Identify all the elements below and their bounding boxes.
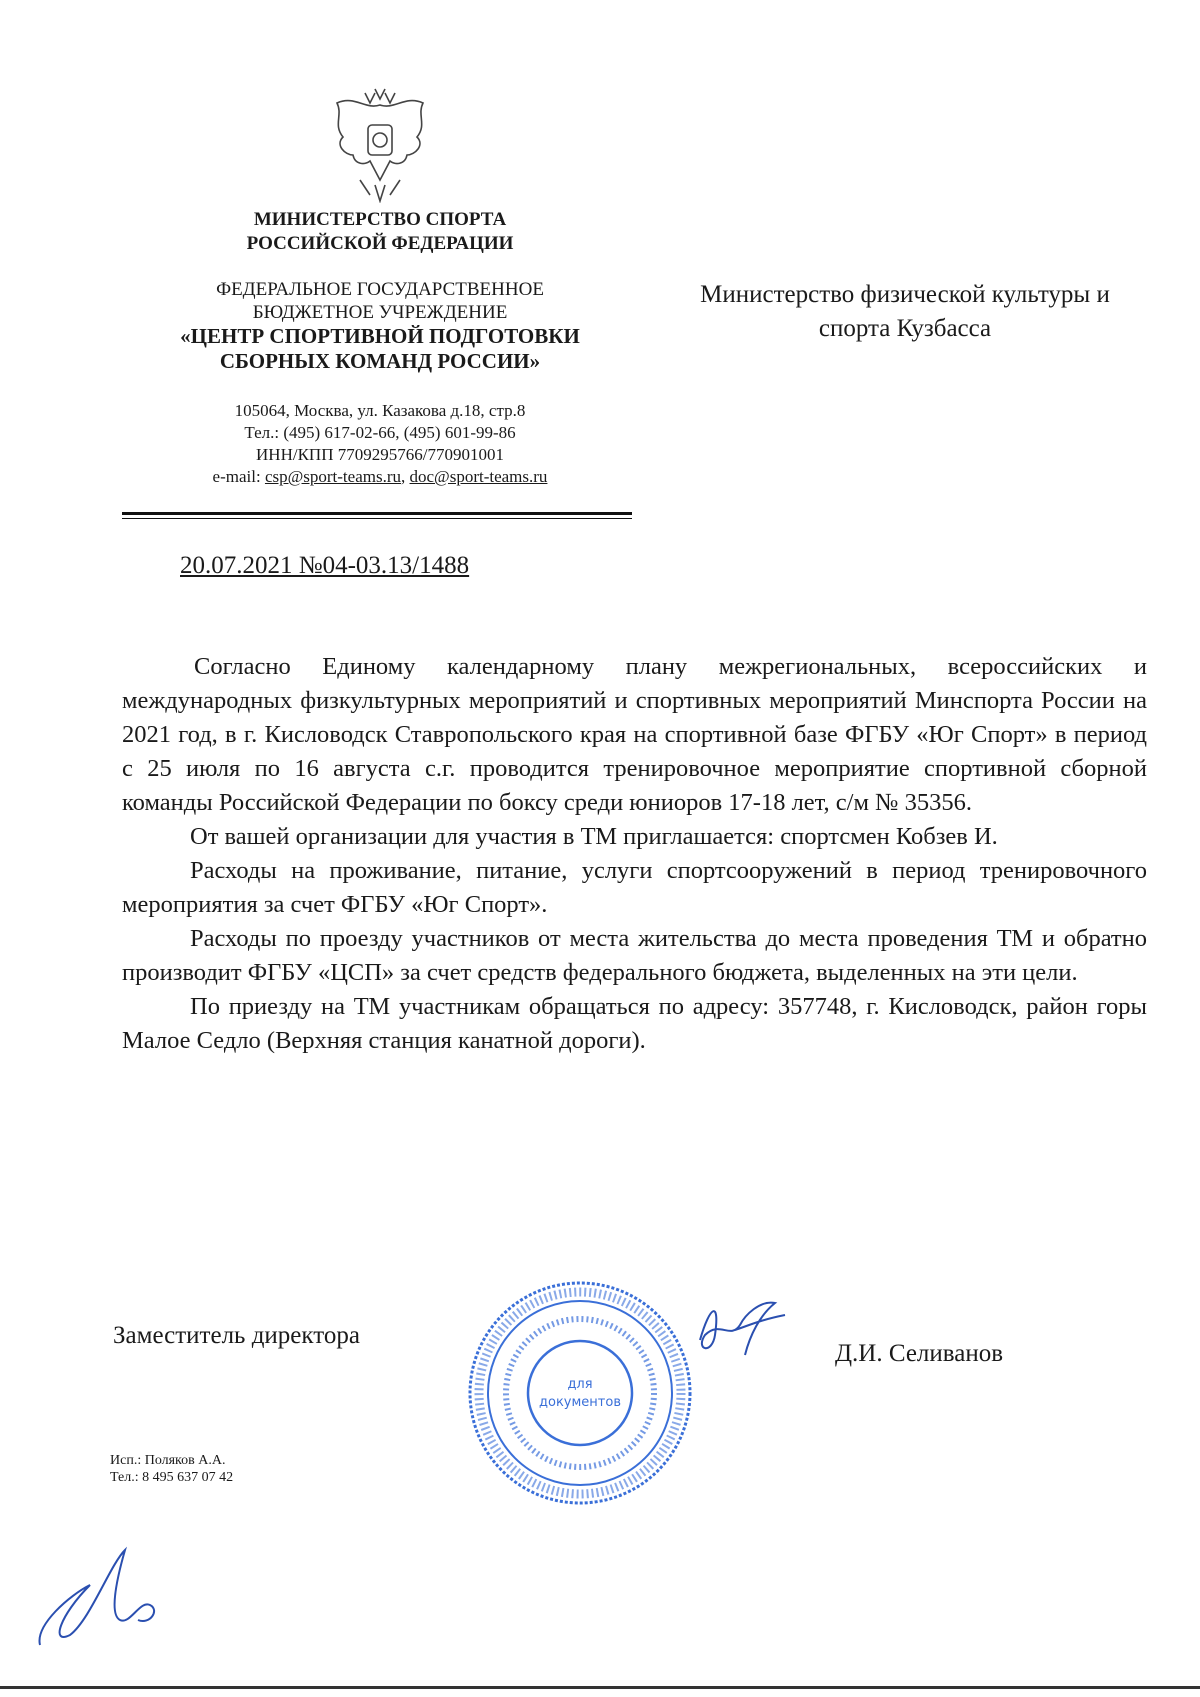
signer-title: Заместитель директора (113, 1322, 360, 1349)
organization-name: ФЕДЕРАЛЬНОЕ ГОСУДАРСТВЕННОЕ БЮДЖЕТНОЕ УЧРЕЖДЕНИЕ «ЦЕНТР СПОРТИВНОЙ ПОДГОТОВКИ СБОРНЫХ КОМАНД РОССИИ» (180, 279, 580, 373)
official-stamp (465, 1278, 695, 1508)
signer-name: Д.И. Селиванов (835, 1340, 1004, 1367)
paragraph: Расходы на проживание, питание, услуги спортсооружений в период тренировочного мероприятия за счет ФГБУ «Юг Спорт». (122, 857, 1147, 918)
email-link-csp[interactable]: csp@sport-teams.ru (264, 467, 401, 486)
phones: Тел.: (495) 617-02-66, (495) 601-99-86 (244, 423, 516, 442)
header-divider-thin (122, 518, 632, 519)
organization-contacts (150, 400, 610, 488)
paragraph: От вашей организации для участия в ТМ приглашается: спортсмен Кобзев И. (190, 823, 998, 850)
handwritten-visa (30, 1545, 170, 1655)
emails: e-mail: csp@sport-teams.ru, doc@sport-teams.ru (212, 467, 548, 486)
address: 105064, Москва, ул. Казакова д.18, стр.8 (234, 401, 526, 420)
handwritten-signature (690, 1295, 790, 1365)
header-divider (122, 512, 632, 515)
svg-text:документов: документов (539, 1395, 621, 1410)
inn-kpp: ИНН/КПП 7709295766/770901001 (256, 445, 504, 464)
scan-edge (0, 1686, 1200, 1689)
email-link-doc[interactable]: doc@sport-teams.ru (409, 467, 548, 486)
paragraph: По приезду на ТМ участникам обращаться по адресу: 357748, г. Кисловодск, район горы Малое Седло (Верхняя станция канатной дороги). (122, 993, 1147, 1054)
coat-of-arms-emblem (325, 85, 435, 203)
executor-info: Исп.: Поляков А.А. Тел.: 8 495 637 07 42 (110, 1453, 234, 1485)
paragraph: Расходы по проезду участников от места жительства до места проведения ТМ и обратно производит ФГБУ «ЦСП» за счет средств федерального бюджета, выделенных на эти цели. (122, 925, 1147, 986)
paragraph: Согласно Единому календарному плану межрегиональных, всероссийских и международных физкультурных мероприятий и спортивных мероприятий Минспорта России на 2021 год, в г. Кисловодск Ставропольского края на спортивной базе ФГБУ «Юг Спорт» в период с 25 июля по 16 августа с.г. проводится тренировочное мероприятие спортивной сборной команды Российской Федерации по боксу среди юниоров 17-18 лет, с/м № 35356. (122, 653, 1147, 816)
ministry-name: МИНИСТЕРСТВО СПОРТА РОССИЙСКОЙ ФЕДЕРАЦИИ (246, 209, 514, 254)
document-number: 20.07.2021 №04-03.13/1488 (180, 552, 470, 579)
recipient: Министерство физической культуры и спорта Кузбасса (700, 281, 1110, 342)
letter-body (122, 650, 1147, 1058)
svg-text:для: для (567, 1377, 593, 1392)
